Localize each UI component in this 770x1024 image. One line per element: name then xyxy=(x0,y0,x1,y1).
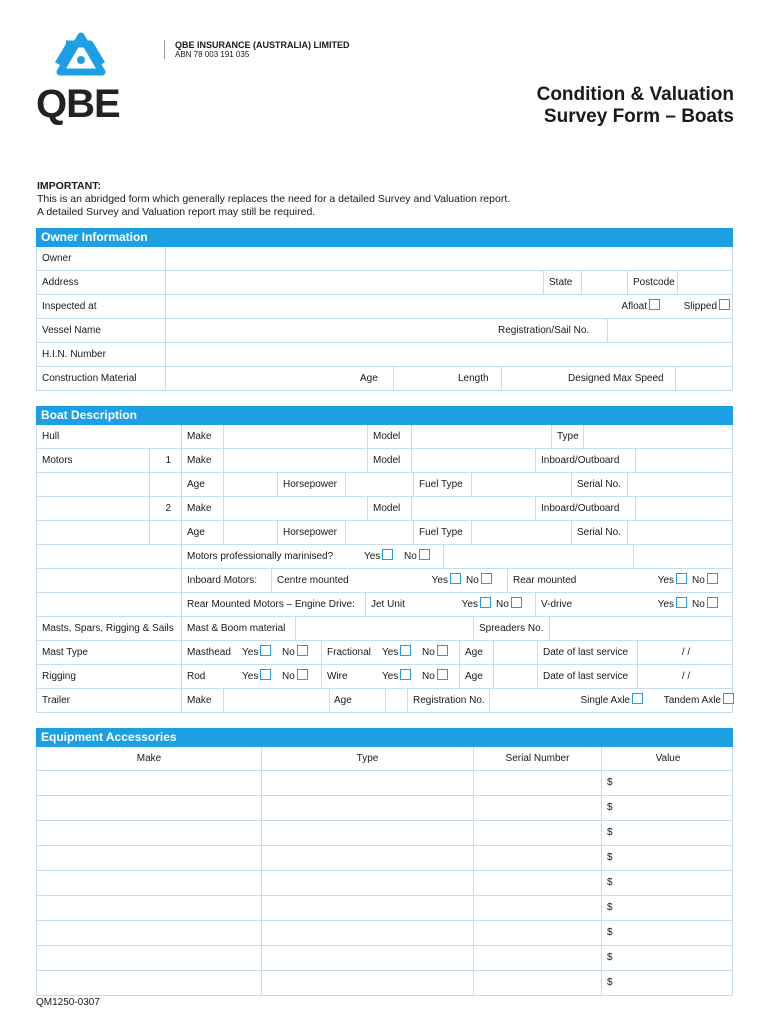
equipment-value-cell[interactable]: $ xyxy=(601,796,734,820)
afloat-option[interactable] xyxy=(614,295,664,318)
masts-row xyxy=(36,617,733,641)
page-title xyxy=(537,84,734,128)
state-field[interactable] xyxy=(581,271,627,294)
company-abn: ABN 78 003 191 035 xyxy=(175,50,250,59)
equipment-value-cell[interactable]: $ xyxy=(601,821,734,845)
hull-make-field[interactable] xyxy=(223,425,367,448)
motor2-row-a xyxy=(36,497,733,521)
spreaders-label: Spreaders No. xyxy=(473,617,549,640)
centre-yes-option[interactable] xyxy=(411,569,461,592)
motor2-serial-field[interactable] xyxy=(627,521,734,544)
equipment-make-cell[interactable] xyxy=(37,846,261,870)
trailer-reg-field[interactable] xyxy=(489,689,571,712)
wire-no-label: No xyxy=(422,671,435,682)
wire-yes-option[interactable] xyxy=(377,665,417,688)
marinised-no-label: No xyxy=(404,551,417,562)
centre-yes-label: Yes xyxy=(431,575,448,586)
motor2-fuel-label: Fuel Type xyxy=(413,521,471,544)
mast-age-field[interactable] xyxy=(493,641,537,664)
motors-spacer xyxy=(37,473,149,496)
centre-yes-checkbox[interactable] xyxy=(450,573,461,584)
motors-spacer-4 xyxy=(37,545,181,568)
masthead-no-option[interactable] xyxy=(277,641,321,664)
age-label: Age xyxy=(360,373,378,384)
hull-make-label: Make xyxy=(181,425,223,448)
rod-label: Rod xyxy=(181,665,237,688)
motor-2-spacer xyxy=(149,521,181,544)
important-notice xyxy=(37,180,510,219)
rigging-age-label: Age xyxy=(459,665,493,688)
inboard-row xyxy=(36,569,733,593)
wire-yes-label: Yes xyxy=(382,671,399,682)
masthead-yes-checkbox[interactable] xyxy=(260,645,271,656)
mast-type-row xyxy=(36,641,733,665)
mast-age-label: Age xyxy=(459,641,493,664)
motors-label: Motors xyxy=(42,455,73,466)
motor2-fuel-field[interactable] xyxy=(471,521,571,544)
rear-yes-label: Yes xyxy=(657,575,674,586)
table-row xyxy=(36,971,733,996)
rod-no-label: No xyxy=(282,671,295,682)
rigging-label: Rigging xyxy=(42,671,76,682)
equipment-serial-cell[interactable] xyxy=(473,796,601,820)
equipment-type-cell[interactable] xyxy=(261,971,473,995)
registration-label: Registration/Sail No. xyxy=(498,325,590,336)
mast-boom-field[interactable] xyxy=(295,617,473,640)
motor2-make-label: Make xyxy=(181,497,223,520)
equipment-make-cell[interactable] xyxy=(37,871,261,895)
rigging-service-label: Date of last service xyxy=(537,665,637,688)
vdrive-yes-label: Yes xyxy=(657,599,674,610)
motor2-row-b xyxy=(36,521,733,545)
mast-boom-label: Mast & Boom material xyxy=(181,617,295,640)
marinised-no-checkbox[interactable] xyxy=(419,549,430,560)
jet-yes-option[interactable] xyxy=(445,593,491,616)
motors-spacer-3 xyxy=(37,521,149,544)
inboard-motors-label: Inboard Motors: xyxy=(181,569,271,592)
jet-yes-checkbox[interactable] xyxy=(480,597,491,608)
trailer-label: Trailer xyxy=(42,695,70,706)
length-label: Length xyxy=(458,373,489,384)
fractional-no-checkbox[interactable] xyxy=(437,645,448,656)
motor1-row-b xyxy=(36,473,733,497)
equipment-value-cell[interactable]: $ xyxy=(601,946,734,970)
address-field[interactable] xyxy=(165,271,543,294)
logo-wordmark: QBE xyxy=(36,82,120,126)
construction-field[interactable] xyxy=(165,367,355,390)
owner-field[interactable] xyxy=(165,247,734,270)
equipment-value-cell[interactable]: $ xyxy=(601,971,734,995)
vdrive-yes-checkbox[interactable] xyxy=(676,597,687,608)
fractional-label: Fractional xyxy=(321,641,377,664)
masthead-label: Masthead xyxy=(181,641,237,664)
wire-no-option[interactable] xyxy=(417,665,459,688)
motor1-make-field[interactable] xyxy=(223,449,367,472)
tandem-axle-option[interactable] xyxy=(643,689,734,712)
company-name: QBE INSURANCE (AUSTRALIA) LIMITED xyxy=(175,40,350,50)
form-code: QM1250-0307 xyxy=(36,997,100,1008)
motor2-age-field[interactable] xyxy=(223,521,277,544)
rear-yes-option[interactable] xyxy=(647,569,687,592)
motor2-model-field[interactable] xyxy=(411,497,535,520)
owner-section-title: Owner Information xyxy=(36,228,733,247)
max-speed-label: Designed Max Speed xyxy=(568,373,664,384)
equipment-type-cell[interactable] xyxy=(261,896,473,920)
construction-row xyxy=(36,367,733,391)
single-axle-label: Single Axle xyxy=(580,695,630,706)
equipment-make-cell[interactable] xyxy=(37,796,261,820)
owner-section xyxy=(36,228,733,391)
motor1-inout-field[interactable] xyxy=(635,449,734,472)
spreaders-field[interactable] xyxy=(549,617,734,640)
motor2-inout-label: Inboard/Outboard xyxy=(535,497,635,520)
v-drive-label: V-drive xyxy=(535,593,647,616)
column-header-make: Make xyxy=(136,753,162,764)
hin-field[interactable] xyxy=(165,343,734,366)
centre-no-label: No xyxy=(466,575,479,586)
hull-model-label: Model xyxy=(367,425,411,448)
jet-yes-label: Yes xyxy=(461,599,478,610)
equipment-make-cell[interactable] xyxy=(37,896,261,920)
vessel-name-label: Vessel Name xyxy=(42,325,101,336)
hin-label: H.I.N. Number xyxy=(42,349,106,360)
mast-service-date-field[interactable]: / / xyxy=(637,641,734,664)
equipment-header-row xyxy=(36,747,733,771)
motor1-serial-label: Serial No. xyxy=(571,473,627,496)
motor2-inout-field[interactable] xyxy=(635,497,734,520)
rod-yes-label: Yes xyxy=(242,671,259,682)
construction-label: Construction Material xyxy=(42,373,137,384)
motor-1-spacer xyxy=(149,473,181,496)
motor2-serial-label: Serial No. xyxy=(571,521,627,544)
equipment-type-cell[interactable] xyxy=(261,871,473,895)
marinised-label: Motors professionally marinised? xyxy=(181,545,359,568)
masthead-no-checkbox[interactable] xyxy=(297,645,308,656)
equipment-section-title: Equipment Accessories xyxy=(36,728,733,747)
motors-spacer-5 xyxy=(37,569,181,592)
motor-1-number: 1 xyxy=(149,449,181,472)
wire-label: Wire xyxy=(321,665,377,688)
column-header-serial: Serial Number xyxy=(473,747,601,770)
table-row xyxy=(36,946,733,971)
masts-label: Masts, Spars, Rigging & Sails xyxy=(42,623,174,634)
age-field[interactable] xyxy=(393,367,453,390)
important-heading: IMPORTANT: xyxy=(37,180,101,192)
masthead-no-label: No xyxy=(282,647,295,658)
marinised-field[interactable] xyxy=(443,545,633,568)
equipment-make-cell[interactable] xyxy=(37,771,261,795)
slipped-option[interactable] xyxy=(664,295,734,318)
column-header-value: Value xyxy=(601,747,734,770)
jet-no-label: No xyxy=(496,599,509,610)
wire-no-checkbox[interactable] xyxy=(437,669,448,680)
equipment-type-cell[interactable] xyxy=(261,771,473,795)
rod-yes-checkbox[interactable] xyxy=(260,669,271,680)
single-axle-checkbox[interactable] xyxy=(632,693,643,704)
trailer-age-label: Age xyxy=(329,689,385,712)
equipment-serial-cell[interactable] xyxy=(473,771,601,795)
rear-no-checkbox[interactable] xyxy=(707,573,718,584)
motor2-hp-field[interactable] xyxy=(345,521,413,544)
vessel-row xyxy=(36,319,733,343)
centre-no-checkbox[interactable] xyxy=(481,573,492,584)
fractional-no-option[interactable] xyxy=(417,641,459,664)
equipment-type-cell[interactable] xyxy=(261,946,473,970)
hull-row xyxy=(36,425,733,449)
postcode-field[interactable] xyxy=(677,271,734,294)
slipped-checkbox[interactable] xyxy=(719,299,730,310)
fractional-yes-option[interactable] xyxy=(377,641,417,664)
equipment-serial-cell[interactable] xyxy=(473,871,601,895)
rear-no-option[interactable] xyxy=(687,569,734,592)
motor1-make-label: Make xyxy=(181,449,223,472)
rigging-age-field[interactable] xyxy=(493,665,537,688)
equipment-type-cell[interactable] xyxy=(261,821,473,845)
wire-yes-checkbox[interactable] xyxy=(400,669,411,680)
company-block xyxy=(164,40,350,59)
vdrive-no-label: No xyxy=(692,599,705,610)
marinised-row xyxy=(36,545,733,569)
trailer-reg-label: Registration No. xyxy=(407,689,489,712)
fractional-yes-label: Yes xyxy=(382,647,399,658)
owner-row xyxy=(36,247,733,271)
trailer-row xyxy=(36,689,733,713)
equipment-serial-cell[interactable] xyxy=(473,821,601,845)
motor2-age-label: Age xyxy=(181,521,223,544)
address-label: Address xyxy=(42,277,79,288)
motor2-model-label: Model xyxy=(367,497,411,520)
rear-no-label: No xyxy=(692,575,705,586)
boat-section-title: Boat Description xyxy=(36,406,733,425)
inspected-field[interactable] xyxy=(165,295,614,318)
masthead-yes-label: Yes xyxy=(242,647,259,658)
motor2-make-field[interactable] xyxy=(223,497,367,520)
marinised-no-option[interactable] xyxy=(399,545,443,568)
hin-row xyxy=(36,343,733,367)
hull-type-label: Type xyxy=(551,425,583,448)
length-field[interactable] xyxy=(501,367,563,390)
registration-field[interactable] xyxy=(607,319,734,342)
fractional-yes-checkbox[interactable] xyxy=(400,645,411,656)
title-line-1: Condition & Valuation xyxy=(536,84,734,105)
equipment-make-cell[interactable] xyxy=(37,821,261,845)
motor1-age-label: Age xyxy=(181,473,223,496)
important-line-2: A detailed Survey and Valuation report may still be required. xyxy=(37,206,316,218)
qbe-logo xyxy=(36,30,126,130)
hull-model-field[interactable] xyxy=(411,425,551,448)
fractional-no-label: No xyxy=(422,647,435,658)
postcode-label: Postcode xyxy=(627,271,677,294)
vdrive-no-option[interactable] xyxy=(687,593,734,616)
equipment-make-cell[interactable] xyxy=(37,921,261,945)
vdrive-no-checkbox[interactable] xyxy=(707,597,718,608)
equipment-type-cell[interactable] xyxy=(261,846,473,870)
boat-section xyxy=(36,406,733,713)
rod-no-option[interactable] xyxy=(277,665,321,688)
rear-mounted-label: Rear mounted xyxy=(507,569,647,592)
motor-2-number: 2 xyxy=(149,497,181,520)
rigging-row xyxy=(36,665,733,689)
inspected-row xyxy=(36,295,733,319)
trailer-age-field[interactable] xyxy=(385,689,407,712)
equipment-type-cell[interactable] xyxy=(261,921,473,945)
rear-yes-checkbox[interactable] xyxy=(676,573,687,584)
equipment-rows xyxy=(36,771,733,996)
equipment-make-cell[interactable] xyxy=(37,946,261,970)
hull-label: Hull xyxy=(42,431,60,442)
slipped-label: Slipped xyxy=(683,301,717,312)
equipment-serial-cell[interactable] xyxy=(473,971,601,995)
column-header-type: Type xyxy=(261,747,473,770)
motor1-fuel-label: Fuel Type xyxy=(413,473,471,496)
equipment-serial-cell[interactable] xyxy=(473,846,601,870)
motor2-hp-label: Horsepower xyxy=(277,521,345,544)
masthead-yes-option[interactable] xyxy=(237,641,277,664)
title-line-2: Survey Form – Boats xyxy=(543,106,734,127)
motor1-model-label: Model xyxy=(367,449,411,472)
state-label: State xyxy=(543,271,581,294)
equipment-value-cell[interactable]: $ xyxy=(601,771,734,795)
table-row xyxy=(36,896,733,921)
table-row xyxy=(36,821,733,846)
motor1-age-field[interactable] xyxy=(223,473,277,496)
equipment-section xyxy=(36,728,733,996)
centre-no-option[interactable] xyxy=(461,569,507,592)
motor1-row-a xyxy=(36,449,733,473)
rod-no-checkbox[interactable] xyxy=(297,669,308,680)
marinised-yes-option[interactable] xyxy=(359,545,399,568)
centre-mounted-label: Centre mounted xyxy=(271,569,411,592)
equipment-type-cell[interactable] xyxy=(261,796,473,820)
address-row xyxy=(36,271,733,295)
motor1-serial-field[interactable] xyxy=(627,473,734,496)
marinised-extra-field[interactable] xyxy=(633,545,734,568)
table-row xyxy=(36,771,733,796)
marinised-yes-label: Yes xyxy=(364,551,381,562)
equipment-serial-cell[interactable] xyxy=(473,921,601,945)
motor1-fuel-field[interactable] xyxy=(471,473,571,496)
jet-no-option[interactable] xyxy=(491,593,535,616)
equipment-value-cell[interactable]: $ xyxy=(601,871,734,895)
equipment-value-cell[interactable]: $ xyxy=(601,921,734,945)
trailer-make-label: Make xyxy=(181,689,223,712)
max-speed-field[interactable] xyxy=(675,367,734,390)
rod-yes-option[interactable] xyxy=(237,665,277,688)
marinised-yes-checkbox[interactable] xyxy=(382,549,393,560)
afloat-checkbox[interactable] xyxy=(649,299,660,310)
motors-spacer-6 xyxy=(37,593,181,616)
trailer-make-field[interactable] xyxy=(223,689,329,712)
jet-no-checkbox[interactable] xyxy=(511,597,522,608)
table-row xyxy=(36,796,733,821)
motor1-inout-label: Inboard/Outboard xyxy=(535,449,635,472)
motor1-hp-label: Horsepower xyxy=(277,473,345,496)
motors-spacer-2 xyxy=(37,497,149,520)
equipment-make-cell[interactable] xyxy=(37,971,261,995)
tandem-axle-label: Tandem Axle xyxy=(663,695,721,706)
afloat-label: Afloat xyxy=(621,301,647,312)
important-line-1: This is an abridged form which generally replaces the need for a detailed Survey and Valuation report. xyxy=(37,193,511,205)
mast-type-label: Mast Type xyxy=(42,647,88,658)
table-row xyxy=(36,846,733,871)
motor1-hp-field[interactable] xyxy=(345,473,413,496)
rear-drive-label: Rear Mounted Motors – Engine Drive: xyxy=(181,593,365,616)
motor1-model-field[interactable] xyxy=(411,449,535,472)
table-row xyxy=(36,871,733,896)
equipment-value-cell[interactable]: $ xyxy=(601,896,734,920)
table-row xyxy=(36,921,733,946)
equipment-serial-cell[interactable] xyxy=(473,946,601,970)
equipment-serial-cell[interactable] xyxy=(473,896,601,920)
vessel-name-field[interactable] xyxy=(165,319,493,342)
tandem-axle-checkbox[interactable] xyxy=(723,693,734,704)
equipment-value-cell[interactable]: $ xyxy=(601,846,734,870)
jet-unit-label: Jet Unit xyxy=(365,593,445,616)
rigging-service-date-field[interactable]: / / xyxy=(637,665,734,688)
vdrive-yes-option[interactable] xyxy=(647,593,687,616)
engine-drive-row xyxy=(36,593,733,617)
hull-type-field[interactable] xyxy=(583,425,734,448)
mast-service-label: Date of last service xyxy=(537,641,637,664)
owner-label: Owner xyxy=(42,253,72,264)
inspected-label: Inspected at xyxy=(42,301,97,312)
single-axle-option[interactable] xyxy=(571,689,643,712)
